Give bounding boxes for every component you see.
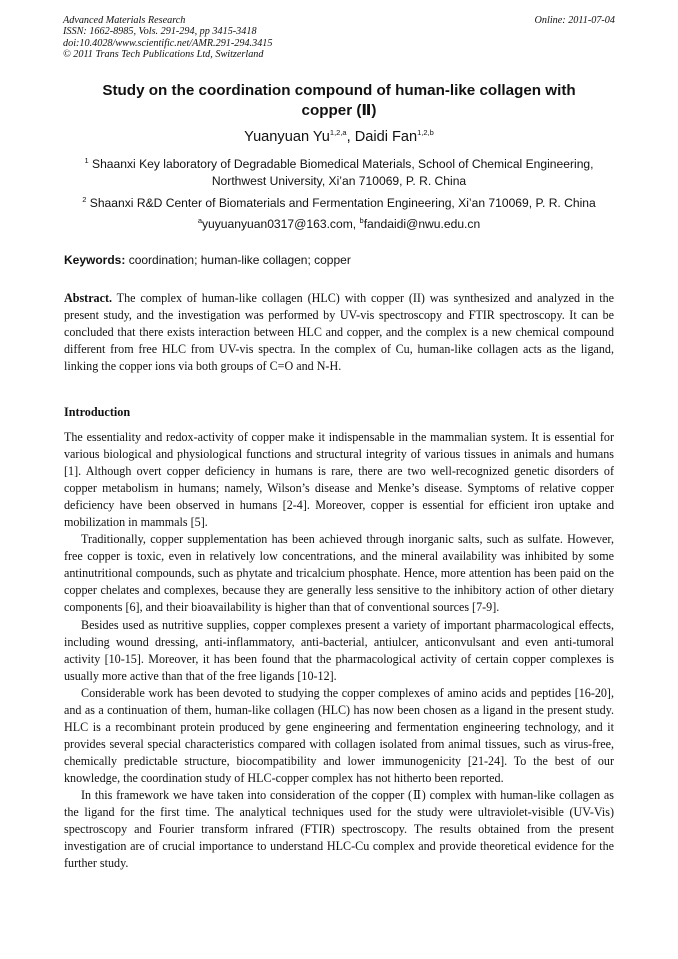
author-separator: , bbox=[346, 129, 355, 145]
affiliation-text: Shaanxi R&D Center of Biomaterials and Fermentation Engineering, Xi’an 710069, P. R. China bbox=[89, 196, 596, 210]
email-link[interactable]: yuyuanyuan0317@163.com bbox=[201, 217, 353, 231]
email-line bbox=[60, 216, 618, 233]
paragraph: Traditionally, copper supplementation has been achieved through inorganic salts, such as sulfate. However, free copper is toxic, even in relatively low concentrations, and the mineral availability was inhibited by some antinutritional compounds, such as phytate and tricalcium phosphate. Hence, more attention has been paid on the copper chelates and complexes, because they are generally less sensitive to the inhibitory action of other dietary components [6], and their bioavailability is higher than that of conventional sources [7-9]. bbox=[64, 532, 614, 615]
affiliation-number: 1 bbox=[84, 155, 89, 165]
paragraph: The essentiality and redox-activity of copper make it indispensable in the mammalian system. It is essential for various biological and physiological functions and structural integrity of various tissues in animals and humans [1]. Although overt copper deficiency in humans is rare, there are two well-recognized genetic disorders of copper metabolism in humans; namely, Wilson’s disease and Menke’s disease. Symptoms of relative copper deficiency have been observed in humans [2-4]. Moreover, copper is essential for efficient iron uptake and mobilization in mammals [5]. bbox=[64, 430, 614, 530]
affiliation-2 bbox=[60, 195, 618, 212]
section-heading: Introduction bbox=[64, 405, 131, 419]
paragraph: Considerable work has been devoted to studying the copper complexes of amino acids and peptides [16-20], and as a continuation of them, human-like collagen (HLC) has now been chosen as a ligand in the present study. HLC is a recombinant protein produced by gene engineering and fermentation engineering technology, and it provides several special characteristics compared with collagen isolated from animal tissues, such as virus-free, chemically predictable structure, biocompatibility and lower immunogenicity [21-24]. To the best of our knowledge, the coordination study of HLC-copper complex has not hitherto been reported. bbox=[64, 685, 614, 785]
page-header bbox=[63, 15, 615, 61]
author-line bbox=[60, 129, 618, 145]
paper-title: Study on the coordination compound of human-like collagen with copper (Ⅱ) bbox=[102, 82, 576, 119]
paragraph: Besides used as nutritive supplies, copper complexes present a variety of important pharmacological effects, including wound dressing, anti-inflammatory, anti-bacterial, antiulcer, anticonvulsant and even anti-tumoral activity [10-15]. Moreover, it has been found that the pharmacological activity of certain copper complexes is usually more active than that of the free ligands [10-12]. bbox=[64, 617, 614, 683]
keywords-line bbox=[64, 253, 614, 267]
email-link[interactable]: fandaidi@nwu.edu.cn bbox=[363, 217, 481, 231]
abstract-label: Abstract. bbox=[64, 291, 113, 305]
introduction-body bbox=[64, 429, 614, 872]
author-name: Yuanyuan Yu bbox=[244, 129, 330, 145]
author-affiliation-mark: 1,2,a bbox=[329, 128, 347, 138]
email-mark: b bbox=[359, 215, 364, 225]
issn-line: ISSN: 1662-8985, Vols. 291-294, pp 3415-3418 bbox=[63, 26, 257, 38]
email-mark: a bbox=[197, 215, 202, 225]
doi-line: doi:10.4028/www.scientific.net/AMR.291-294.3415 bbox=[63, 37, 273, 49]
abstract-text: The complex of human-like collagen (HLC) with copper (II) was synthesized and analyzed in the present study, and the investigation was performed by UV-vis spectroscopy and FTIR spectroscopy. It can be concluded that there exists interaction between HLC and copper, and the complex is a new chemical compound different from free HLC from UV-vis spectra. In the complex of Cu, human-like collagen acts as the ligand, linking the copper ions via both groups of C=O and N-H. bbox=[64, 291, 614, 374]
copyright-line: © 2011 Trans Tech Publications Ltd, Switzerland bbox=[63, 49, 264, 61]
author-affiliation-mark: 1,2,b bbox=[417, 128, 434, 138]
abstract-section bbox=[64, 290, 614, 375]
email-separator: , bbox=[352, 217, 360, 231]
author-name: Daidi Fan bbox=[354, 129, 418, 145]
online-date: Online: 2011-07-04 bbox=[534, 15, 615, 26]
keywords-label: Keywords: bbox=[64, 253, 126, 267]
paragraph: In this framework we have taken into consideration of the copper (Ⅱ) complex with human-like collagen as the ligand for the first time. The analytical techniques used for the study were ultraviolet-visible (UV-Vis) spectroscopy and Fourier transform infrared (FTIR) spectroscopy. The results obtained from the present investigation are of crucial importance to understand HLC-Cu complex and provide theoretical evidence for the further study. bbox=[64, 787, 614, 871]
journal-name: Advanced Materials Research bbox=[63, 15, 186, 26]
affiliation-1 bbox=[60, 156, 618, 190]
affiliation-number: 2 bbox=[82, 194, 87, 204]
affiliation-text: Shaanxi Key laboratory of Degradable Biomedical Materials, School of Chemical Engineering, Northwest University, Xi’an 710069, P. R. China bbox=[92, 157, 594, 188]
keywords-text: coordination; human-like collagen; copper bbox=[125, 253, 351, 267]
